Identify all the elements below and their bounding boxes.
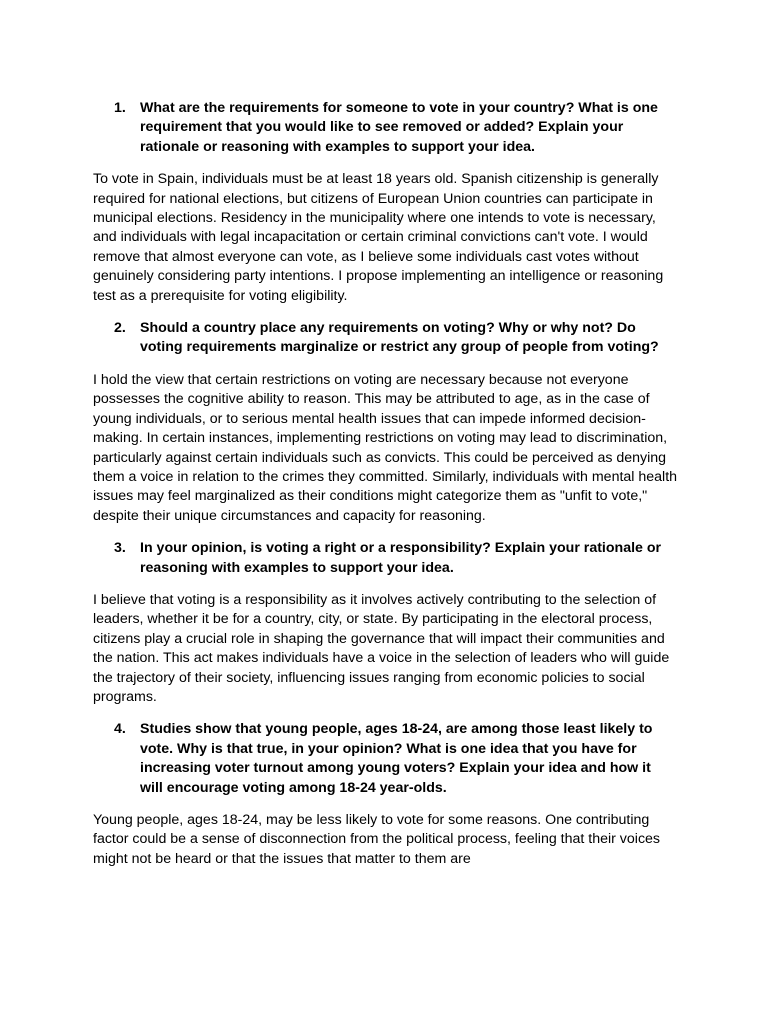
answer-3: I believe that voting is a responsibility as it involves actively contributing to the selection of leaders, whether it be for a country, city, or state. By participating in the electoral process, citizens play a crucial role in shaping the governance that will impact their communities and the nation. This act makes individuals have a voice in the selection of leaders who will guide the trajectory of their society, influencing issues ranging from economic policies to social programs. <box>93 591 670 705</box>
question-3-text: In your opinion, is voting a right or a responsibility? Explain your rationale or reasoning with examples to support your idea. <box>140 540 662 576</box>
question-4 <box>93 720 678 798</box>
question-4-number: 4. <box>114 721 126 738</box>
question-2 <box>93 319 678 358</box>
question-1-text: What are the requirements for someone to vote in your country? What is one requirement that you would like to see removed or added? Explain your rationale or reasoning with examples to support your idea. <box>140 100 658 155</box>
answer-2: I hold the view that certain restrictions on voting are necessary because not everyone possesses the cognitive ability to reason. This may be attributed to age, as in the case of young individuals, or to serious mental health issues that can impede informed decision-making. In certain instances, implementing restrictions on voting may lead to discrimination, particularly against certain individuals such as convicts. This could be perceived as denying them a voice in relation to the crimes they committed. Similarly, individuals with mental health issues may feel marginalized as their conditions might categorize them as "unfit to vote," despite their unique circumstances and capacity for reasoning. <box>93 371 678 524</box>
document-page <box>93 99 678 869</box>
question-1-number: 1. <box>114 100 126 116</box>
question-1 <box>93 99 678 157</box>
question-3 <box>93 539 678 578</box>
answer-4: Young people, ages 18-24, may be less likely to vote for some reasons. One contributing factor could be a sense of disconnection from the political process, feeling that their voices might not be heard or that the issues that matter to them are <box>93 812 661 867</box>
question-2-text: Should a country place any requirements on voting? Why or why not? Do voting requirements marginalize or restrict any group of people from voting? <box>140 320 659 356</box>
answer-1: To vote in Spain, individuals must be at least 18 years old. Spanish citizenship is generally required for national elections, but citizens of European Union countries can participate in municipal elections. Residency in the municipality where one intends to vote is necessary, and individuals with legal incapacitation or certain criminal convictions can't vote. I would remove that almost everyone can vote, as I believe some individuals cast votes without genuinely considering party intentions. I propose implementing an intelligence or reasoning test as a prerequisite for voting eligibility. <box>93 171 664 304</box>
question-3-number: 3. <box>114 540 126 557</box>
question-4-text: Studies show that young people, ages 18-24, are among those least likely to vote. Why is that true, in your opinion? What is one idea that you have for increasing voter turnout among young voters? Explain your idea and how it will encourage voting among 18-24 year-olds. <box>140 721 653 796</box>
question-2-number: 2. <box>114 320 126 337</box>
